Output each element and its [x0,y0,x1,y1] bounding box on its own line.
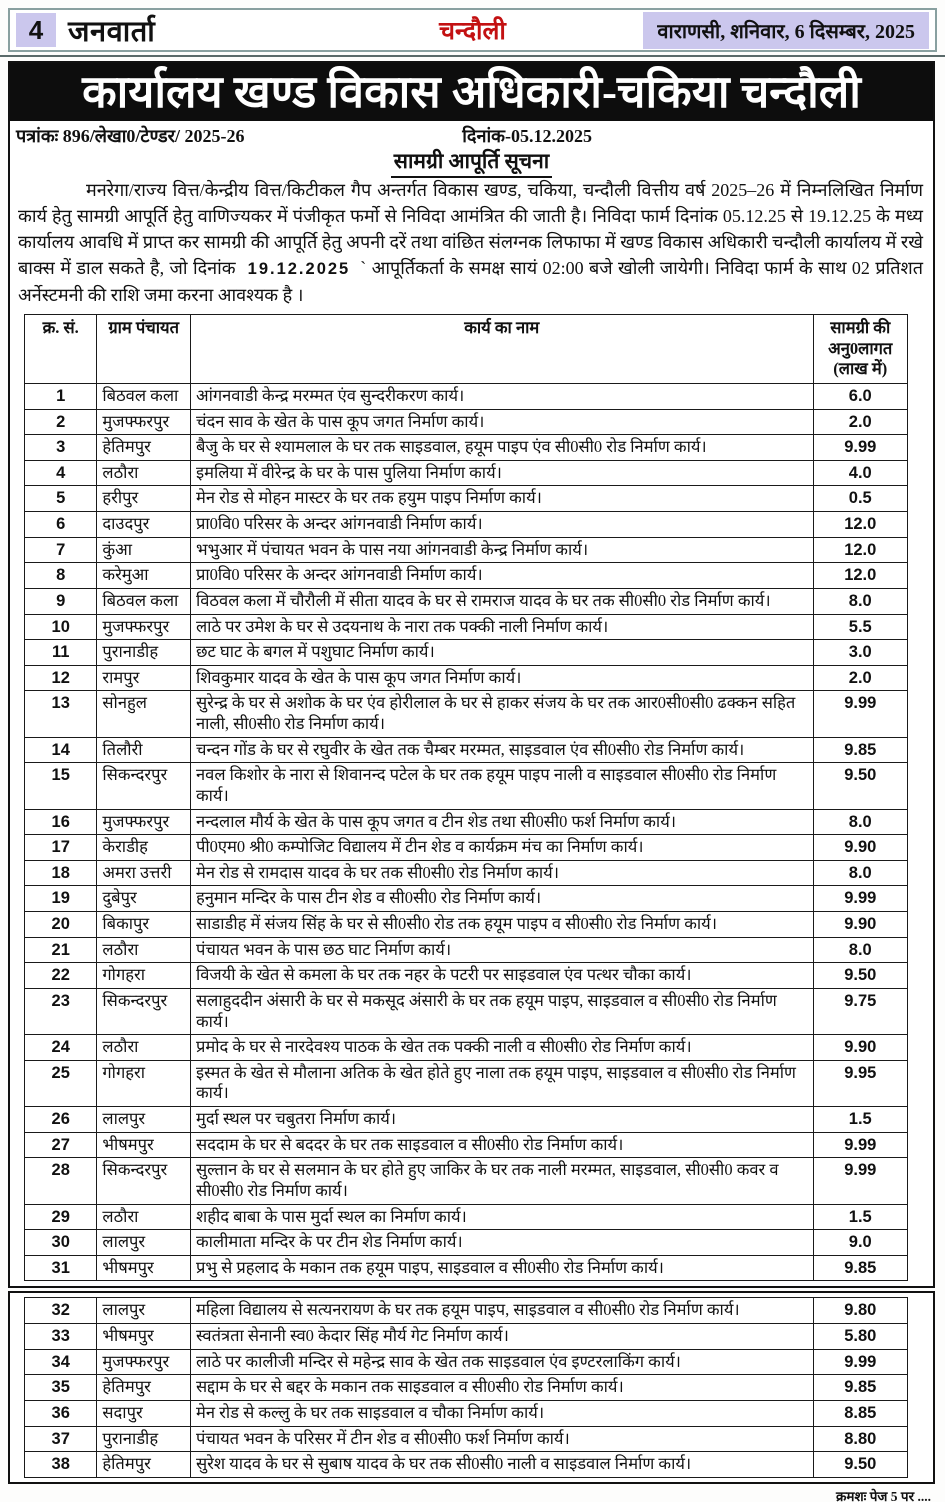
header-work-name: कार्य का नाम [190,315,813,384]
work-row [25,409,908,435]
row-work-name: सुल्तान के घर से सलमान के घर होते हुए जाकिर के घर तक नाली मरम्मत, साइडवाल, सी0सी0 कवर व सी0सी0 रोड निर्माण कार्य। [190,1158,813,1204]
works-table-header-row [25,315,908,384]
row-panchayat: मुजफ्फरपुर [97,614,191,640]
row-work-name: सुरेन्द्र के घर से अशोक के घर एंव होरीलाल के घर से हाकर संजय के घर तक आर0सी0सी0 ढक्कन सहित नाली, सी0सी0 रोड निर्माण कार्य। [190,691,813,737]
row-work-name: चन्दन गोंड के घर से रघुवीर के खेत तक चैम्बर मरम्मत, साइडवाल एंव सी0सी0 रोड निर्माण कार्य। [190,737,813,763]
row-cost: 9.85 [813,737,907,763]
row-work-name: आंगनवाडी केन्द्र मरम्मत एंव सुन्दरीकरण कार्य। [190,383,813,409]
row-work-name: प्रमोद के घर से नारदेवश्य पाठक के खेत तक पक्की नाली व सी0सी0 रोड निर्माण कार्य। [190,1035,813,1061]
row-serial: 22 [25,963,97,989]
row-serial: 5 [25,486,97,512]
row-serial: 32 [25,1298,97,1324]
row-panchayat: केराडीह [97,835,191,861]
row-work-name: प्रा0वि0 परिसर के अन्दर आंगनवाडी निर्माण कार्य। [190,563,813,589]
row-cost: 8.0 [813,588,907,614]
row-serial: 11 [25,640,97,666]
row-work-name: विजयी के खेत से कमला के घर तक नहर के पटरी पर साइडवाल एंव पत्थर चौका कार्य। [190,963,813,989]
row-panchayat: करेमुआ [97,563,191,589]
row-work-name: हनुमान मन्दिर के पास टीन शेड व सी0सी0 रोड निर्माण कार्य। [190,886,813,912]
work-row [25,1324,908,1350]
row-serial: 26 [25,1107,97,1133]
row-cost: 12.0 [813,537,907,563]
row-panchayat: लालपुर [97,1298,191,1324]
row-work-name: विठवल कला में चौरौली में सीता यादव के घर से रामराज यादव के घर तक सी0सी0 रोड निर्माण कार्य। [190,588,813,614]
row-serial: 13 [25,691,97,737]
work-row [25,1230,908,1256]
row-serial: 36 [25,1400,97,1426]
work-row [25,691,908,737]
row-cost: 9.99 [813,1158,907,1204]
row-panchayat: लठौरा [97,937,191,963]
row-cost: 1.5 [813,1204,907,1230]
row-panchayat: पुरानाडीह [97,640,191,666]
row-panchayat: दुबेपुर [97,886,191,912]
row-work-name: भभुआर में पंचायत भवन के पास नया आंगनवाडी केन्द्र निर्माण कार्य। [190,537,813,563]
row-work-name: नवल किशोर के नारा से शिवानन्द पटेल के घर तक हयूम पाइप नाली व साइडवाल सी0सी0 रोड निर्माण कार्य। [190,763,813,809]
row-panchayat: अमरा उत्तरी [97,860,191,886]
row-cost: 9.85 [813,1375,907,1401]
row-serial: 7 [25,537,97,563]
work-row [25,1107,908,1133]
work-row [25,588,908,614]
row-serial: 20 [25,912,97,938]
work-row [25,1452,908,1478]
row-work-name: लाठे पर उमेश के घर से उदयनाथ के नारा तक पक्की नाली निर्माण कार्य। [190,614,813,640]
row-cost: 8.0 [813,860,907,886]
row-work-name: सद्दाम के घर से बद्दर के मकान तक साइडवाल व सी0सी0 रोड निर्माण कार्य। [190,1375,813,1401]
row-panchayat: बिकापुर [97,912,191,938]
continuation-note: क्रमशः पेज 5 पर .... [836,1488,931,1502]
row-work-name: प्रा0वि0 परिसर के अन्दर आंगनवाडी निर्माण कार्य। [190,512,813,538]
work-row [25,1132,908,1158]
notice-body-part1: मनरेगा/राज्य वित्त/केन्द्रीय वित्त/किटीकल गैप अन्तर्गत विकास खण्ड, चकिया, चन्दौली वित्तीय वर्ष 2025–26 में निम्नलिखित निर्माण कार्य हेतु सामग्री आपूर्ति हेतु वाणिज्यकर में पंजीकृत फर्मो से निविदा आमंत्रित की जाती है। निविदा फार्म दिनांक 05.12.25 से 19.12.25 के मध्य कार्यालय आवधि में प्राप्त कर सामग्री की आपूर्ति हेतु अपनी दरें तथा वांछित संलग्नक लिफाफा में खण्ड विकास अधिकारी चन्दौली कार्यालय में रखे बाक्स में डाल सकते है, जो दिनांक [18,180,923,278]
row-cost: 5.80 [813,1324,907,1350]
row-work-name: सुरेश यादव के घर से सुबाष यादव के घर तक सी0सी0 नाली व साइडवाल निर्माण कार्य। [190,1452,813,1478]
row-cost: 9.99 [813,435,907,461]
work-row [25,937,908,963]
row-cost: 12.0 [813,512,907,538]
row-cost: 8.85 [813,1400,907,1426]
row-serial: 33 [25,1324,97,1350]
work-row [25,860,908,886]
work-row [25,665,908,691]
work-row [25,383,908,409]
row-work-name: पंचायत भवन के परिसर में टीन शेड व सी0सी0 फर्श निर्माण कार्य। [190,1426,813,1452]
row-panchayat: हेतिमपुर [97,1452,191,1478]
work-row [25,1035,908,1061]
row-cost: 2.0 [813,665,907,691]
row-serial: 4 [25,460,97,486]
row-serial: 3 [25,435,97,461]
row-cost: 8.80 [813,1426,907,1452]
row-serial: 8 [25,563,97,589]
row-cost: 9.99 [813,886,907,912]
row-serial: 17 [25,835,97,861]
row-panchayat: कुंआ [97,537,191,563]
work-row [25,763,908,809]
row-serial: 6 [25,512,97,538]
masthead-divider [0,55,945,57]
subject-line [10,147,933,175]
row-panchayat: हरीपुर [97,486,191,512]
row-serial: 14 [25,737,97,763]
work-row [25,737,908,763]
row-serial: 25 [25,1060,97,1106]
works-table-part2 [24,1297,908,1477]
page-number-badge: 4 [16,13,56,47]
row-panchayat: मुजफ्फरपुर [97,409,191,435]
work-row [25,835,908,861]
row-cost: 1.5 [813,1107,907,1133]
tender-notice-box [8,61,935,1288]
tender-opening-date: 19.12.2025 [247,260,351,278]
row-cost: 9.50 [813,963,907,989]
row-serial: 31 [25,1255,97,1281]
row-panchayat: भीषमपुर [97,1255,191,1281]
row-cost: 8.0 [813,809,907,835]
row-serial: 28 [25,1158,97,1204]
works-table-continued-box [8,1291,935,1483]
row-serial: 21 [25,937,97,963]
row-panchayat: बिठवल कला [97,588,191,614]
row-serial: 18 [25,860,97,886]
row-work-name: शहीद बाबा के पास मुर्दा स्थल का निर्माण कार्य। [190,1204,813,1230]
row-cost: 12.0 [813,563,907,589]
row-cost: 9.75 [813,988,907,1034]
row-cost: 9.0 [813,1230,907,1256]
row-panchayat: लठौरा [97,1035,191,1061]
row-serial: 30 [25,1230,97,1256]
notice-subject: सामग्री आपूर्ति सूचना [391,147,552,178]
row-serial: 38 [25,1452,97,1478]
letter-date: दिनांक-05.12.2025 [462,126,592,146]
work-row [25,886,908,912]
row-panchayat: रामपुर [97,665,191,691]
row-work-name: साडाडीह में संजय सिंह के घर से सी0सी0 रोड तक हयूम पाइप व सी0सी0 रोड निर्माण कार्य। [190,912,813,938]
row-work-name: कालीमाता मन्दिर के पर टीन शेड निर्माण कार्य। [190,1230,813,1256]
row-serial: 16 [25,809,97,835]
work-row [25,640,908,666]
row-serial: 37 [25,1426,97,1452]
row-cost: 9.99 [813,1349,907,1375]
row-panchayat: हेतिमपुर [97,435,191,461]
row-cost: 3.0 [813,640,907,666]
row-panchayat: पुरानाडीह [97,1426,191,1452]
row-work-name: चंदन साव के खेत के पास कूप जगत निर्माण कार्य। [190,409,813,435]
row-cost: 9.85 [813,1255,907,1281]
row-cost: 6.0 [813,383,907,409]
row-cost: 9.90 [813,835,907,861]
edition-date: वाराणसी, शनिवार, 6 दिसम्बर, 2025 [643,12,929,49]
work-row [25,1060,908,1106]
row-serial: 9 [25,588,97,614]
row-panchayat: भीषमपुर [97,1132,191,1158]
row-panchayat: हेतिमपुर [97,1375,191,1401]
row-cost: 9.99 [813,1132,907,1158]
work-row [25,1349,908,1375]
row-work-name: मेन रोड से कल्लु के घर तक साइडवाल व चौका निर्माण कार्य। [190,1400,813,1426]
row-work-name: मेन रोड से मोहन मास्टर के घर तक हयुम पाइप निर्माण कार्य। [190,486,813,512]
row-panchayat: लालपुर [97,1107,191,1133]
row-work-name: स्वतंत्रता सेनानी स्व0 केदार सिंह मौर्य गेट निर्माण कार्य। [190,1324,813,1350]
row-serial: 1 [25,383,97,409]
row-cost: 2.0 [813,409,907,435]
notice-body [10,175,933,312]
row-panchayat: गोगहरा [97,963,191,989]
header-serial: क्र. सं. [25,315,97,384]
letter-reference-line [10,121,933,147]
work-row [25,1158,908,1204]
row-panchayat: गोगहरा [97,1060,191,1106]
row-panchayat: लठौरा [97,1204,191,1230]
row-panchayat: मुजफ्फरपुर [97,809,191,835]
row-work-name: लाठे पर कालीजी मन्दिर से महेन्द्र साव के खेत तक साइडवाल एंव इण्टरलाकिंग कार्य। [190,1349,813,1375]
work-row [25,1298,908,1324]
row-panchayat: सिकन्दरपुर [97,988,191,1034]
row-cost: 9.90 [813,912,907,938]
row-work-name: महिला विद्यालय से सत्यनरायण के घर तक हयूम पाइप, साइडवाल व सी0सी0 रोड निर्माण कार्य। [190,1298,813,1324]
letter-number: पत्रांकः 896/लेखा0/टेण्डर/ 2025-26 [16,126,245,146]
work-row [25,614,908,640]
row-work-name: पंचायत भवन के पास छठ घाट निर्माण कार्य। [190,937,813,963]
row-panchayat: लठौरा [97,460,191,486]
row-cost: 9.99 [813,691,907,737]
row-panchayat: मुजफ्फरपुर [97,1349,191,1375]
work-row [25,963,908,989]
row-work-name: मुर्दा स्थल पर चबुतरा निर्माण कार्य। [190,1107,813,1133]
row-serial: 12 [25,665,97,691]
row-cost: 9.50 [813,763,907,809]
row-serial: 35 [25,1375,97,1401]
work-row [25,1255,908,1281]
row-work-name: मेन रोड से रामदास यादव के घर तक सी0सी0 रोड निर्माण कार्य। [190,860,813,886]
work-row [25,460,908,486]
row-serial: 10 [25,614,97,640]
row-work-name: इस्मत के खेत से मौलाना अतिक के खेत होते हुए नाला तक हयूम पाइप, साइडवाल व सी0सी0 रोड निर्माण कार्य। [190,1060,813,1106]
row-serial: 29 [25,1204,97,1230]
work-row [25,563,908,589]
row-work-name: छट घाट के बगल में पशुघाट निर्माण कार्य। [190,640,813,666]
work-row [25,1204,908,1230]
works-table-part1 [24,314,908,1281]
row-work-name: इमलिया में वीरेन्द्र के घर के पास पुलिया निर्माण कार्य। [190,460,813,486]
work-row [25,1426,908,1452]
row-panchayat: लालपुर [97,1230,191,1256]
row-panchayat: सिकन्दरपुर [97,1158,191,1204]
work-row [25,486,908,512]
row-serial: 24 [25,1035,97,1061]
row-cost: 8.0 [813,937,907,963]
row-work-name: सलाहुददीन अंसारी के घर से मकसूद अंसारी के घर तक हयूम पाइप, साइडवाल व सी0सी0 रोड निर्माण कार्य। [190,988,813,1034]
row-cost: 4.0 [813,460,907,486]
row-panchayat: बिठवल कला [97,383,191,409]
header-cost: सामग्री की अनु0लागत (लाख में) [813,315,907,384]
row-serial: 23 [25,988,97,1034]
work-row [25,912,908,938]
row-cost: 9.90 [813,1035,907,1061]
row-work-name: प्रभु से प्रहलाद के मकान तक हयूम पाइप, साइडवाल व सी0सी0 रोड निर्माण कार्य। [190,1255,813,1281]
row-serial: 15 [25,763,97,809]
notice-body-part2: ` आपूर्तिकर्ता के समक्ष सायं 02:00 बजे खोली जायेगी। निविदा फार्म के साथ 02 प्रतिशत अर्नेस्टमनी की राशि जमा करना आवश्यक है । [18,258,924,305]
row-cost: 9.95 [813,1060,907,1106]
row-work-name: शिवकुमार यादव के खेत के पास कूप जगत निर्माण कार्य। [190,665,813,691]
work-row [25,1375,908,1401]
work-row [25,537,908,563]
row-serial: 27 [25,1132,97,1158]
notice-title-banner: कार्यालय खण्ड विकास अधिकारी-चकिया चन्दौली [10,63,933,121]
work-row [25,988,908,1034]
row-serial: 19 [25,886,97,912]
header-panchayat: ग्राम पंचायत [97,315,191,384]
work-row [25,435,908,461]
work-row [25,512,908,538]
row-panchayat: भीषमपुर [97,1324,191,1350]
row-cost: 9.80 [813,1298,907,1324]
work-row [25,809,908,835]
row-serial: 34 [25,1349,97,1375]
work-row [25,1400,908,1426]
row-panchayat: तिलौरी [97,737,191,763]
row-work-name: बैजु के घर से श्यामलाल के घर तक साइडवाल, हयूम पाइप एंव सी0सी0 रोड निर्माण कार्य। [190,435,813,461]
row-panchayat: सोनहुल [97,691,191,737]
row-serial: 2 [25,409,97,435]
row-panchayat: सदापुर [97,1400,191,1426]
masthead [8,8,937,52]
row-cost: 5.5 [813,614,907,640]
row-work-name: नन्दलाल मौर्य के खेत के पास कूप जगत व टीन शेड तथा सी0सी0 फर्श निर्माण कार्य। [190,809,813,835]
row-work-name: सददाम के घर से बददर के घर तक साइडवाल व सी0सी0 रोड निर्माण कार्य। [190,1132,813,1158]
row-panchayat: सिकन्दरपुर [97,763,191,809]
paper-name: जनवार्ता [68,15,156,48]
row-cost: 0.5 [813,486,907,512]
edition-name: चन्दौली [439,18,506,45]
row-cost: 9.50 [813,1452,907,1478]
row-work-name: पी0एम0 श्री0 कम्पोजिट विद्यालय में टीन शेड व कार्यक्रम मंच का निर्माण कार्य। [190,835,813,861]
row-panchayat: दाउदपुर [97,512,191,538]
